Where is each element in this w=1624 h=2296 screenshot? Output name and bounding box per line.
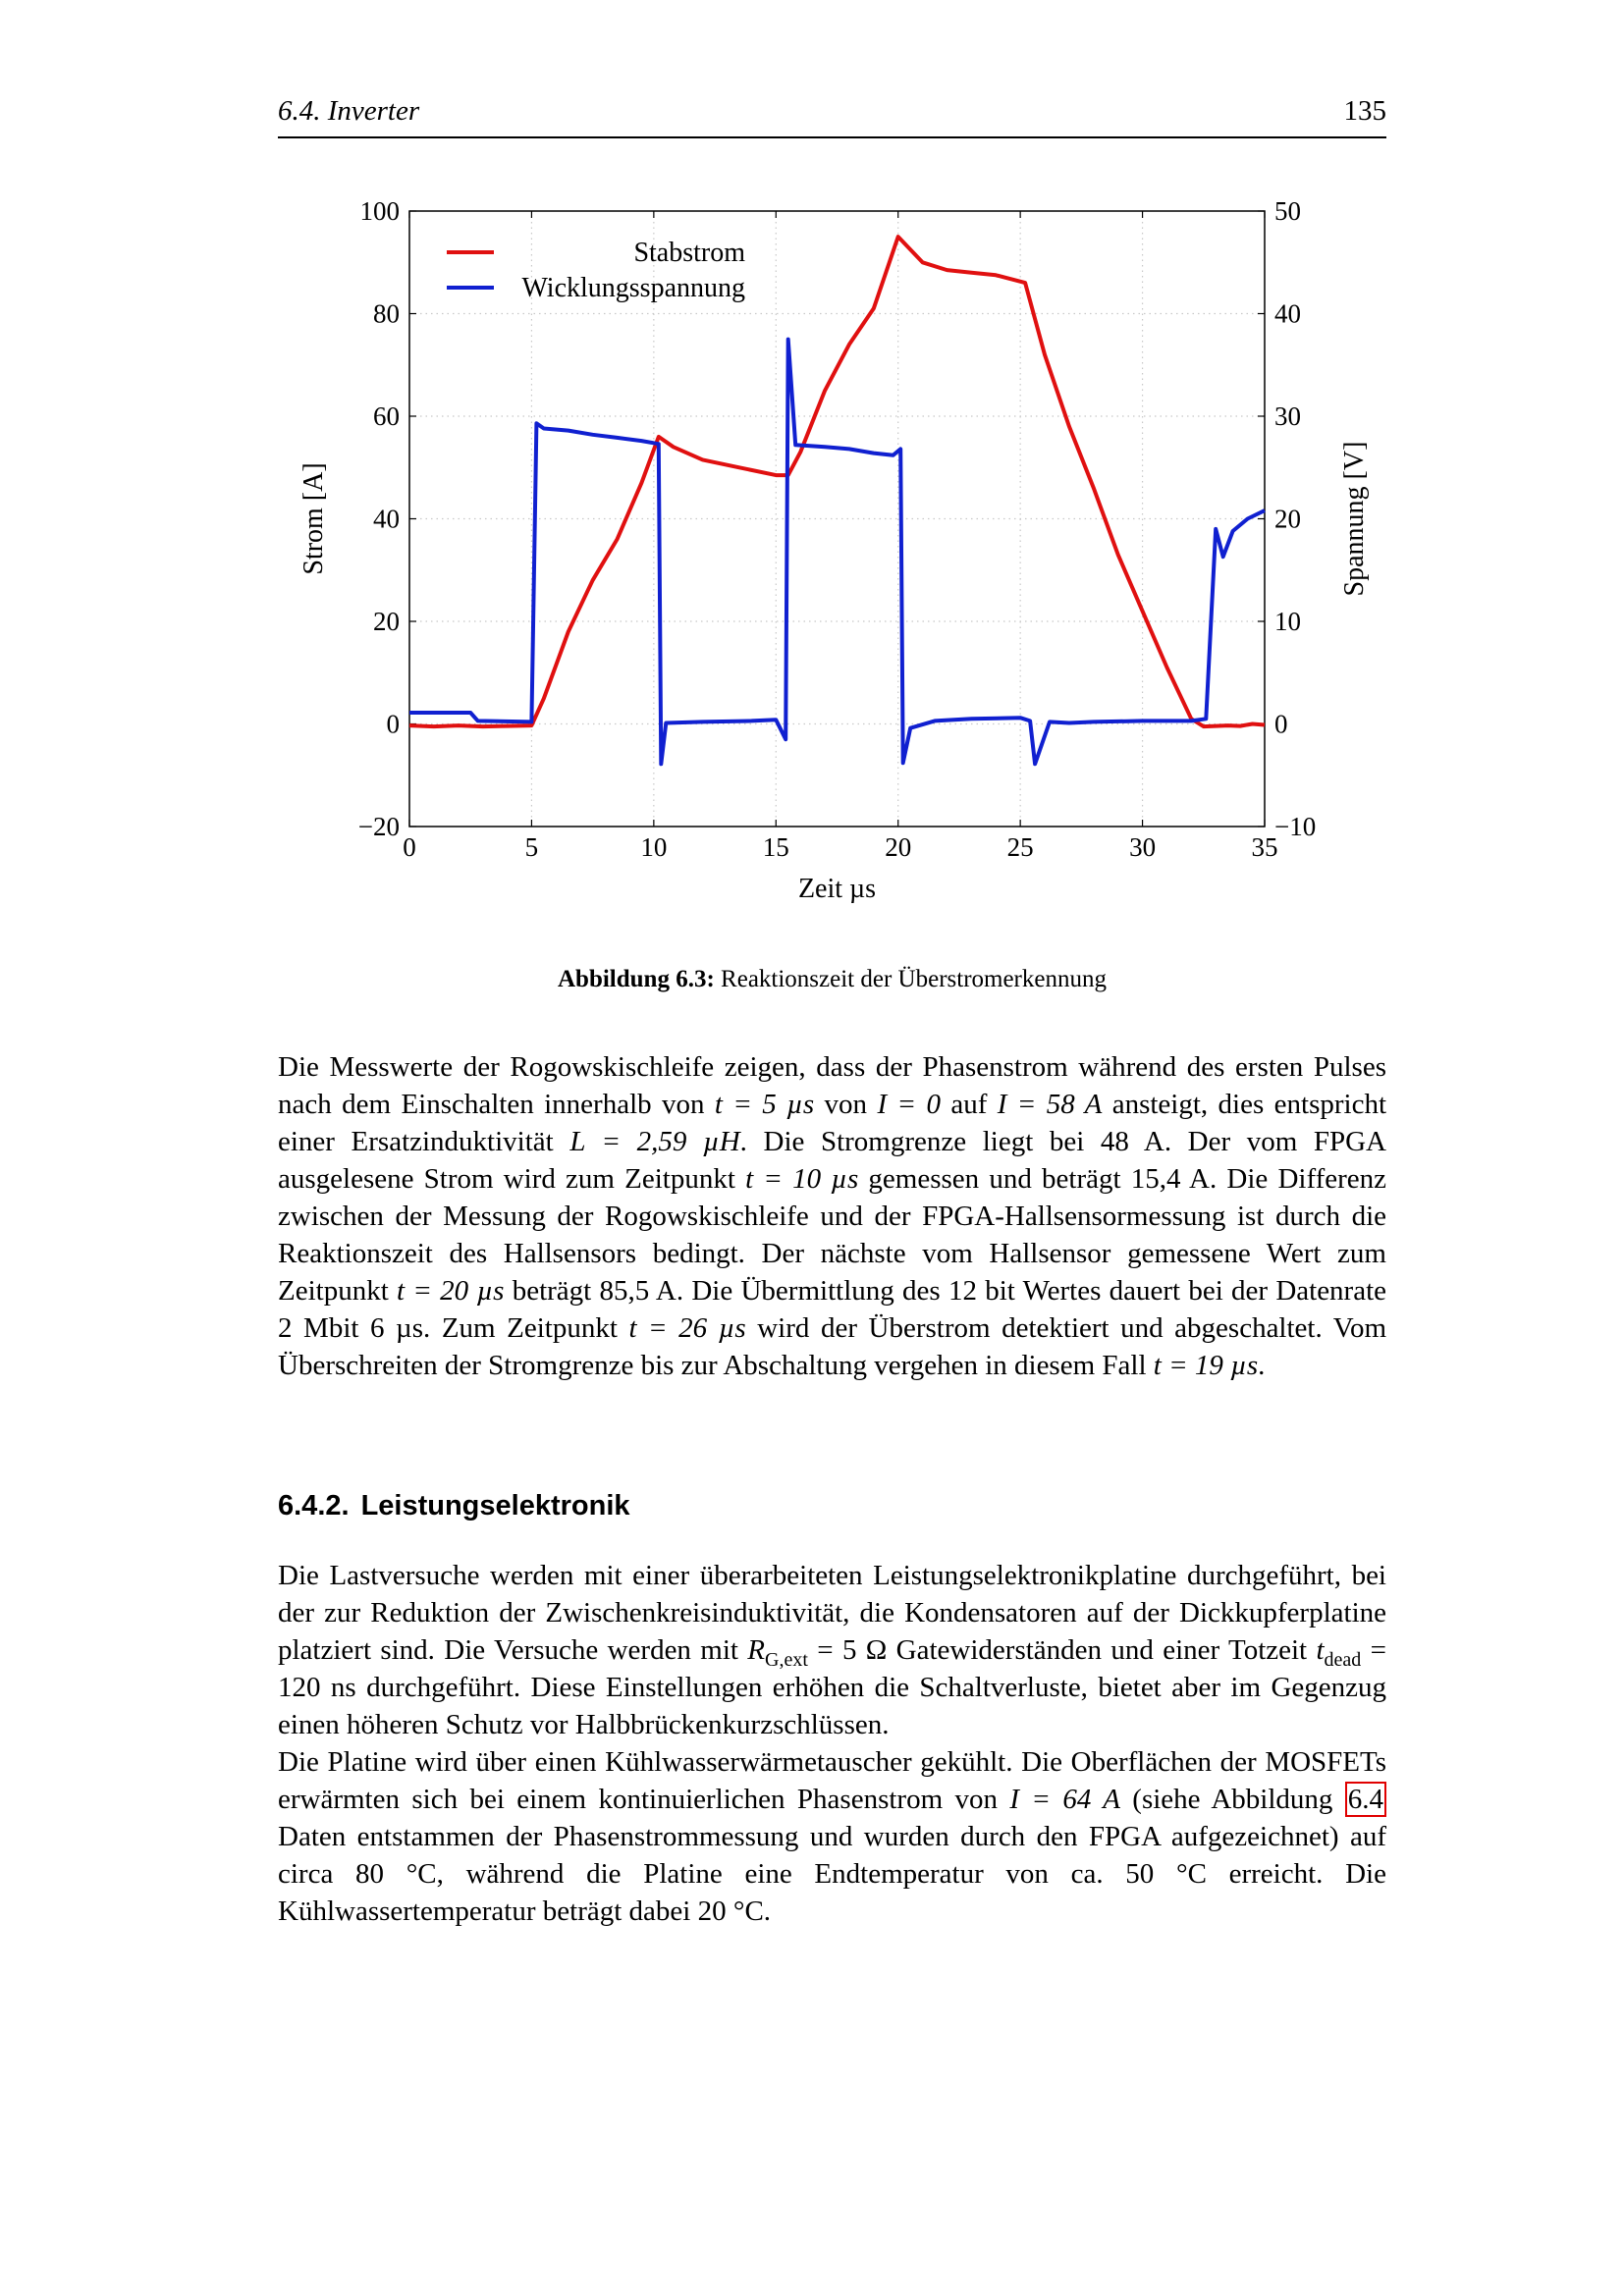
x-tick-label: 5 — [524, 832, 539, 862]
x-tick-label: 35 — [1251, 832, 1278, 862]
y-tick-label-left: 20 — [373, 607, 400, 636]
x-tick-label: 25 — [1006, 832, 1034, 862]
x-tick-label: 15 — [762, 832, 789, 862]
chart-grid — [409, 211, 1265, 827]
y-tick-label-right: 30 — [1274, 401, 1301, 431]
chart-legend — [447, 238, 745, 303]
x-tick-label: 0 — [403, 832, 416, 862]
paragraph-power-electronics: Die Lastversuche werden mit einer überarbeiteten Leistungselektronikplatine durchgeführt, bei der zur Reduktion der Zwischenkreisinduktivität, die Kondensatoren auf der Dickkupferplatine platziert sind. Die Versuche werden mit $R_{G,ext} = 5$ Ω Gatewiderständen und einer Totzeit $t_{dead} = 120$ ns durchgeführt. Diese Einstellungen erhöhen die Schaltverluste, bietet aber im Gegenzug einen höheren Schutz vor Halbbrückenkurzschlüssen. — [278, 1560, 1386, 1740]
legend-label: Wicklungsspannung — [521, 273, 745, 303]
caption-text: Reaktionszeit der Überstromerkennung — [721, 966, 1107, 992]
y-tick-label-left: 40 — [373, 504, 400, 534]
y-tick-label-left: −20 — [357, 812, 400, 841]
y-axis-left-label: Strom [A] — [298, 462, 329, 575]
running-head: 6.4. Inverter — [278, 95, 420, 127]
legend-label: Stabstrom — [633, 238, 745, 268]
paragraph-cooling: Die Platine wird über einen Kühlwasserwärmetauscher gekühlt. Die Oberflächen der MOSFETs erwärmten sich bei einem kontinuierlichen Phasenstrom von I = 64 A (siehe Abbildung 6.4 Daten entstammen der Phasenstrommessung und wurden durch den FPGA aufgezeichnet) auf circa 80 °C, während die Platine eine Endtemperatur von ca. 50 °C erreicht. Die Kühlwassertemperatur beträgt dabei 20 °C. — [278, 1746, 1386, 1927]
series-line-wicklungsspannung — [409, 340, 1265, 765]
y-tick-label-left: 80 — [373, 298, 400, 329]
y-tick-label-right: 0 — [1274, 709, 1288, 739]
y-tick-label-right: 10 — [1274, 607, 1301, 636]
paragraph-results: Die Messwerte der Rogowskischleife zeigen, dass der Phasenstrom während des ersten Pulses nach dem Einschalten innerhalb von t = 5 µs von I = 0 auf I = 58 A ansteigt, dies entspricht einer Ersatzinduktivität L = 2,59 µH. Die Stromgrenze liegt bei 48 A. Der vom FPGA ausgelesene Strom wird zum Zeitpunkt t = 10 µs gemessen und beträgt 15,4 A. Die Differenz zwischen der Messung der Rogowskischleife und der FPGA-Hallsensormessung ist durch die Reaktionszeit des Hallsensors bedingt. Der nächste vom Hallsensor gemessene Wert zum Zeitpunkt t = 20 µs beträgt 85,5 A. Die Übermittlung des 12 bit Wertes dauert bei der Datenrate 2 Mbit 6 µs. Zum Zeitpunkt t = 26 µs wird der Überstrom detektiert und abgeschaltet. Vom Überschreiten der Stromgrenze bis zur Abschaltung vergehen in diesem Fall t = 19 µs. — [278, 1051, 1387, 1381]
figure-reference-link[interactable]: 6.4 — [1345, 1782, 1386, 1817]
y-axis-right-label: Spannung [V] — [1339, 441, 1370, 597]
figure-caption — [278, 966, 1386, 993]
page-number: 135 — [1343, 95, 1386, 127]
section-title: Leistungselektronik — [360, 1490, 630, 1522]
chart-ticks — [358, 196, 1316, 862]
series-line-stabstrom — [409, 237, 1265, 726]
y-tick-label-right: 50 — [1274, 196, 1301, 226]
y-tick-label-left: 60 — [373, 401, 400, 431]
y-tick-label-left: 0 — [386, 709, 400, 739]
section-number: 6.4.2. — [278, 1490, 350, 1522]
caption-label: Abbildung 6.3: — [558, 966, 715, 992]
x-tick-label: 30 — [1129, 832, 1157, 862]
y-tick-label-left: 100 — [359, 196, 400, 226]
figure-chart — [278, 191, 1378, 918]
section-heading — [278, 1490, 642, 1522]
chart-series — [409, 237, 1265, 764]
y-tick-label-right: −10 — [1274, 812, 1317, 841]
x-tick-label: 20 — [885, 832, 912, 862]
y-tick-label-right: 20 — [1274, 504, 1301, 534]
x-axis-label: Zeit µs — [797, 874, 877, 904]
y-tick-label-right: 40 — [1274, 298, 1301, 329]
page-header — [278, 95, 1386, 138]
x-tick-label: 10 — [640, 832, 668, 862]
